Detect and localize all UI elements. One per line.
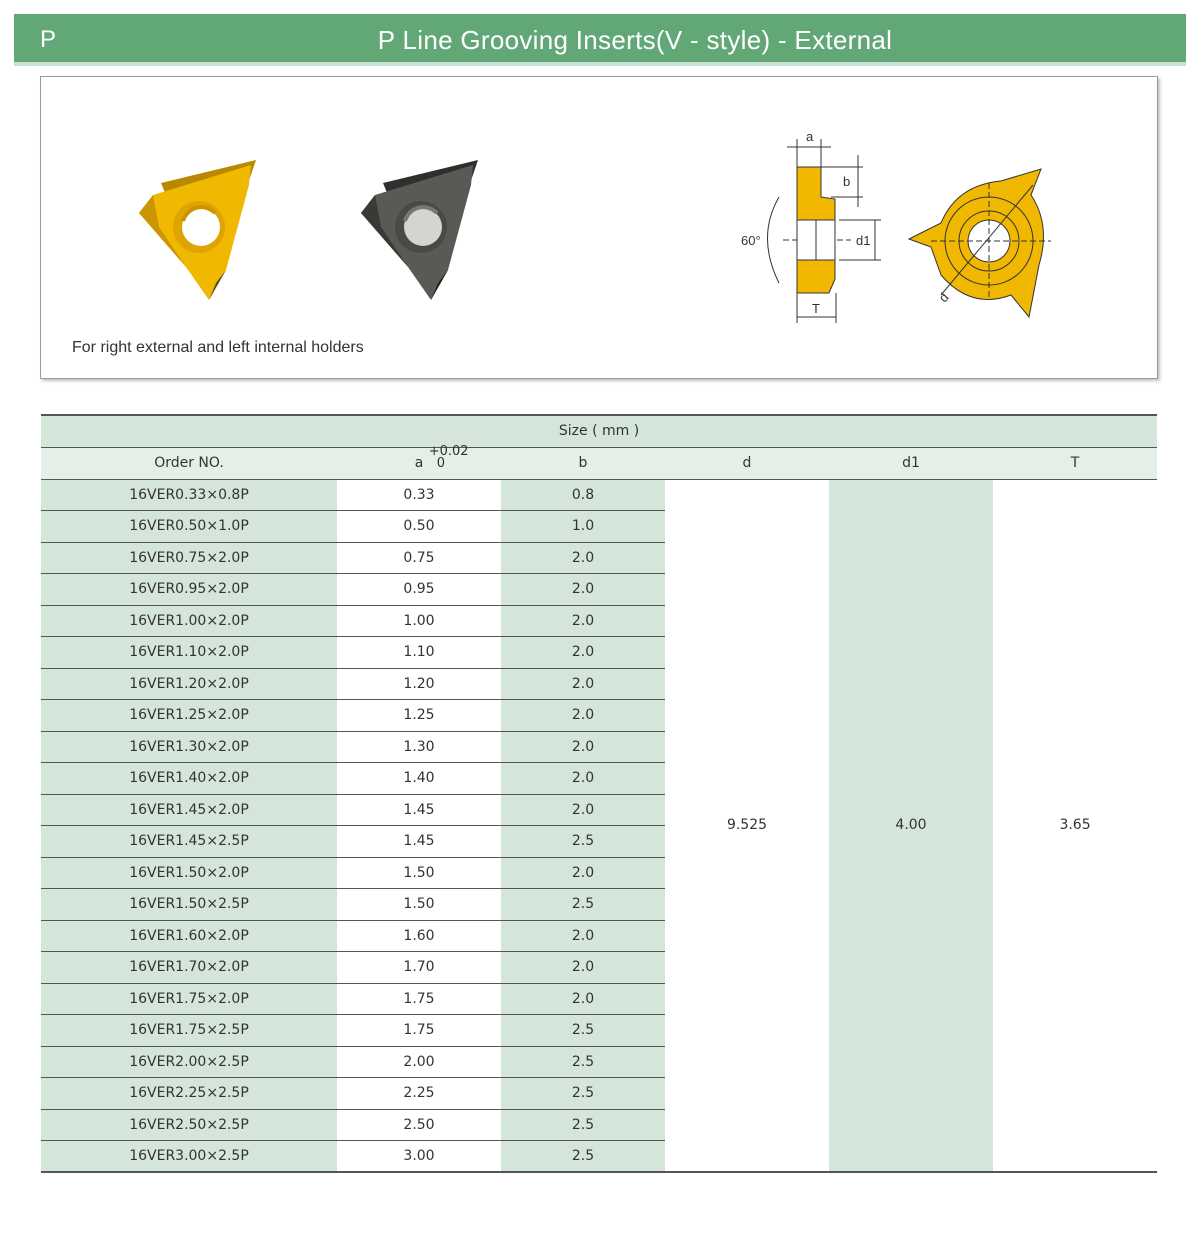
order-no-cell: 16VER1.70×2.0P [41,952,337,984]
insert-profile-diagram [731,127,891,327]
order-no-cell: 16VER1.75×2.5P [41,1015,337,1047]
a-tolerance-upper: +0.02 [428,444,469,459]
insert-top-view-diagram [901,165,1071,325]
a-cell: 1.45 [337,794,501,826]
d-cell: 9.525 [665,479,829,1172]
product-image-panel [40,76,1158,379]
b-cell: 2.5 [501,826,665,858]
order-no-cell: 16VER1.50×2.0P [41,857,337,889]
b-cell: 2.5 [501,1141,665,1173]
order-no-cell: 16VER0.95×2.0P [41,574,337,606]
a-cell: 3.00 [337,1141,501,1173]
b-header: b [501,447,665,479]
holder-caption: For right external and left internal holders [72,339,364,356]
order-no-cell: 16VER0.75×2.0P [41,542,337,574]
a-cell: 2.25 [337,1078,501,1110]
b-cell: 2.0 [501,857,665,889]
b-cell: 2.5 [501,1015,665,1047]
a-cell: 1.10 [337,637,501,669]
b-cell: 2.0 [501,731,665,763]
order-no-cell: 16VER0.33×0.8P [41,479,337,511]
a-cell: 1.20 [337,668,501,700]
a-cell: 0.33 [337,479,501,511]
b-cell: 2.0 [501,542,665,574]
page-title: P Line Grooving Inserts(V - style) - External [377,25,893,55]
a-cell: 1.25 [337,700,501,732]
order-no-cell: 16VER3.00×2.5P [41,1141,337,1173]
a-cell: 1.00 [337,605,501,637]
order-no-cell: 16VER1.50×2.5P [41,889,337,921]
category-code: P [40,26,57,53]
b-cell: 2.0 [501,763,665,795]
a-cell: 1.30 [337,731,501,763]
b-cell: 2.0 [501,920,665,952]
order-no-cell: 16VER0.50×1.0P [41,511,337,543]
diagram-label-a: a [806,129,814,144]
diagram-label-t: T [812,301,820,316]
order-no-cell: 16VER1.25×2.0P [41,700,337,732]
order-no-cell: 16VER1.30×2.0P [41,731,337,763]
t-cell: 3.65 [993,479,1157,1172]
b-cell: 2.5 [501,889,665,921]
b-cell: 2.0 [501,983,665,1015]
diagram-label-d: d [935,289,952,306]
spec-table [41,414,1157,1173]
t-header: T [993,447,1157,479]
size-group-header: Size ( mm ) [41,415,1157,447]
d1-header: d1 [829,447,993,479]
a-header-label: a [414,455,424,471]
b-cell: 2.5 [501,1046,665,1078]
a-cell: 1.40 [337,763,501,795]
gray-insert-image [353,155,493,305]
order-no-cell: 16VER1.20×2.0P [41,668,337,700]
order-no-cell: 16VER2.25×2.5P [41,1078,337,1110]
b-cell: 1.0 [501,511,665,543]
b-cell: 2.5 [501,1078,665,1110]
b-cell: 2.0 [501,700,665,732]
d-header: d [665,447,829,479]
diagram-label-angle: 60° [741,233,761,248]
b-cell: 2.0 [501,794,665,826]
order-no-cell: 16VER1.60×2.0P [41,920,337,952]
a-cell: 0.95 [337,574,501,606]
b-cell: 2.0 [501,605,665,637]
a-cell: 1.45 [337,826,501,858]
b-cell: 2.0 [501,668,665,700]
a-cell: 1.60 [337,920,501,952]
order-no-header: Order NO. [41,447,337,479]
a-cell: 2.50 [337,1109,501,1141]
a-tolerance [429,446,469,470]
a-cell: 1.70 [337,952,501,984]
b-cell: 2.0 [501,574,665,606]
b-cell: 0.8 [501,479,665,511]
a-cell: 2.00 [337,1046,501,1078]
a-cell: 1.50 [337,857,501,889]
page-header [14,14,1186,66]
spec-table-container [41,414,1157,1173]
order-no-cell: 16VER1.00×2.0P [41,605,337,637]
a-cell: 0.75 [337,542,501,574]
diagram-label-d1: d1 [856,233,871,248]
a-tolerance-lower: 0 [436,456,445,471]
a-header [337,444,501,479]
spec-table-body [41,479,1157,1172]
b-cell: 2.0 [501,952,665,984]
d1-cell: 4.00 [829,479,993,1172]
order-no-cell: 16VER1.75×2.0P [41,983,337,1015]
order-no-cell: 16VER2.00×2.5P [41,1046,337,1078]
order-no-cell: 16VER1.45×2.0P [41,794,337,826]
a-cell: 1.75 [337,1015,501,1047]
a-cell: 1.50 [337,889,501,921]
table-row [41,479,1157,511]
b-cell: 2.5 [501,1109,665,1141]
a-cell: 1.75 [337,983,501,1015]
diagram-label-b: b [843,174,851,189]
order-no-cell: 16VER2.50×2.5P [41,1109,337,1141]
b-cell: 2.0 [501,637,665,669]
order-no-cell: 16VER1.10×2.0P [41,637,337,669]
a-cell: 0.50 [337,511,501,543]
gold-insert-image [131,155,271,305]
order-no-cell: 16VER1.45×2.5P [41,826,337,858]
order-no-cell: 16VER1.40×2.0P [41,763,337,795]
